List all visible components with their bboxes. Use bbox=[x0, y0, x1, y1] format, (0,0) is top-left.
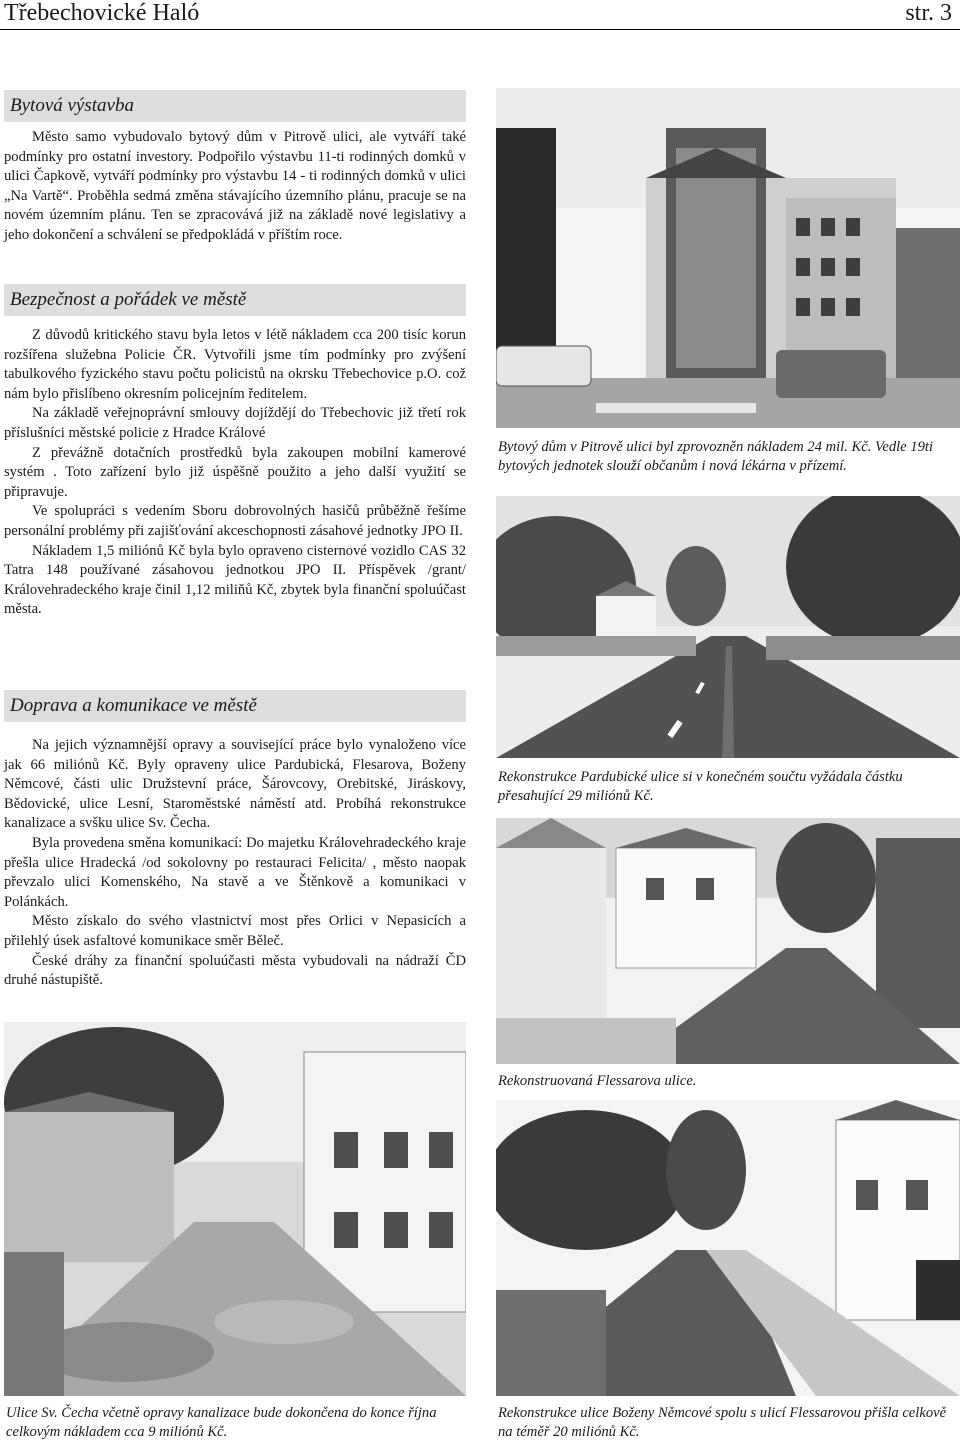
paragraph: Město získalo do svého vlastnictví most přes Orlici v Nepasicích a přilehlý úsek asfaltové komunikace směr Běleč. bbox=[4, 913, 466, 949]
header-rule bbox=[0, 29, 960, 30]
paragraph: Na jejich významnější opravy a související práce bylo vynaloženo více jak 66 miliónů Kč. Byly opraveny ulice Pardubická, Flesarova, Boženy Němcové, části ulic Družstevní práce, Šárovcovy, Orebitské, Jiráskovy, Bědovické, ulice Lesní, Staroměstské náměstí atd. Probíhá rekonstrukce kanalizace a svšku ulice Sv. Čecha. bbox=[4, 737, 466, 832]
page-number: str. 3 bbox=[905, 0, 952, 26]
section-heading-bezpecnost: Bezpečnost a pořádek ve městě bbox=[4, 284, 466, 316]
photo-caption: Rekonstrukce Pardubické ulice si v konečném součtu vyžádala částku přesahující 29 miliónů Kč. bbox=[498, 769, 903, 804]
section-heading-bytova: Bytová výstavba bbox=[4, 90, 466, 122]
paragraph: České dráhy za finanční spoluúčasti města vybudovali na nádraží ČD druhé nástupiště. bbox=[4, 952, 466, 989]
page-header bbox=[0, 0, 960, 30]
photo-caption: Rekonstrukce ulice Boženy Němcové spolu s ulicí Flessarovou přišla celkově na téměř 20 miliónů Kč. bbox=[498, 1405, 947, 1440]
paragraph: Na základě veřejnoprávní smlouvy dojíždějí do Třebechovic již třetí rok příslušníci městské policie z Hradce Králové bbox=[4, 405, 466, 441]
sv-cecha-street-photo bbox=[4, 1022, 466, 1396]
photo-caption: Bytový dům v Pitrově ulici byl zprovozněn nákladem 24 mil. Kč. Vedle 19ti bytových jednotek slouží občanům i nová lékárna v přízemí. bbox=[498, 439, 933, 474]
apartment-building-photo bbox=[496, 88, 960, 428]
paragraph: Byla provedena směna komunikací: Do majetku Královehradeckého kraje přešla ulice Hradecká /od sokolovny po restauraci Felicita/ , město naopak převzalo ulici Komenského, Na stavě a ve Štěnkově a komunikaci v Polánkách. bbox=[4, 834, 466, 910]
paragraph: Město samo vybudovalo bytový dům v Pitrově ulici, ale vytváří také podmínky pro ostatní investory. Podpořilo výstavbu 11-ti rodinných domků v ulici Čapkově, vytváří podmínky pro výstavbu 14 - ti rodinných domků v ulici „Na Vartě“. Proběhla sedmá změna stávajícího územního plánu, pracuje se na novém územním plánu. Ten se zpracovává již na základě nové legislativy a jeho dokončení a schválení se předpokládá v příštím roce. bbox=[4, 129, 466, 243]
section-heading-doprava: Doprava a komunikace ve městě bbox=[4, 690, 466, 722]
section-body-bytova bbox=[4, 128, 466, 246]
flessarova-street-photo bbox=[496, 818, 960, 1064]
paragraph: Ve spolupráci s vedením Sboru dobrovolných hasičů průběžně řešíme personální problémy při zajišťování akceschopnosti zásahové jednotky JPO II. bbox=[4, 503, 466, 539]
paragraph: Z převážně dotačních prostředků byla zakoupen mobilní kamerové systém . Toto zařízení bylo již úspěšně použito a jeho další využití se připravuje. bbox=[4, 444, 466, 500]
newsletter-title: Třebechovické Haló bbox=[4, 0, 200, 26]
photo-caption: Ulice Sv. Čecha včetně opravy kanalizace bude dokončena do konce října celkovým nákladem cca 9 miliónů Kč. bbox=[6, 1405, 437, 1440]
section-body-doprava bbox=[4, 736, 466, 991]
photo-caption: Rekonstruovaná Flessarova ulice. bbox=[498, 1073, 697, 1089]
pardubicka-street-photo bbox=[496, 496, 960, 758]
paragraph: Z důvodů kritického stavu byla letos v létě nákladem cca 200 tisíc korun rozšířena služebna Policie ČR. Vytvořili jsme tím podmínky pro zvýšení tabulkového fyzického stavu počtu policistů na okrsku Třebechovice p.O. což nám bylo přislíbeno okresním policejním ředitelem. bbox=[4, 327, 466, 402]
bozeny-nemcove-street-photo bbox=[496, 1100, 960, 1396]
paragraph: Nákladem 1,5 miliónů Kč byla bylo opraveno cisternové vozidlo CAS 32 Tatra 148 používané zásahovou jednotkou JPO II. Příspěvek /grant/ Královehradeckého kraje činil 1,12 miliňů Kč, zbytek byla finanční spoluúčast města. bbox=[4, 542, 466, 618]
section-body-bezpecnost bbox=[4, 326, 466, 620]
